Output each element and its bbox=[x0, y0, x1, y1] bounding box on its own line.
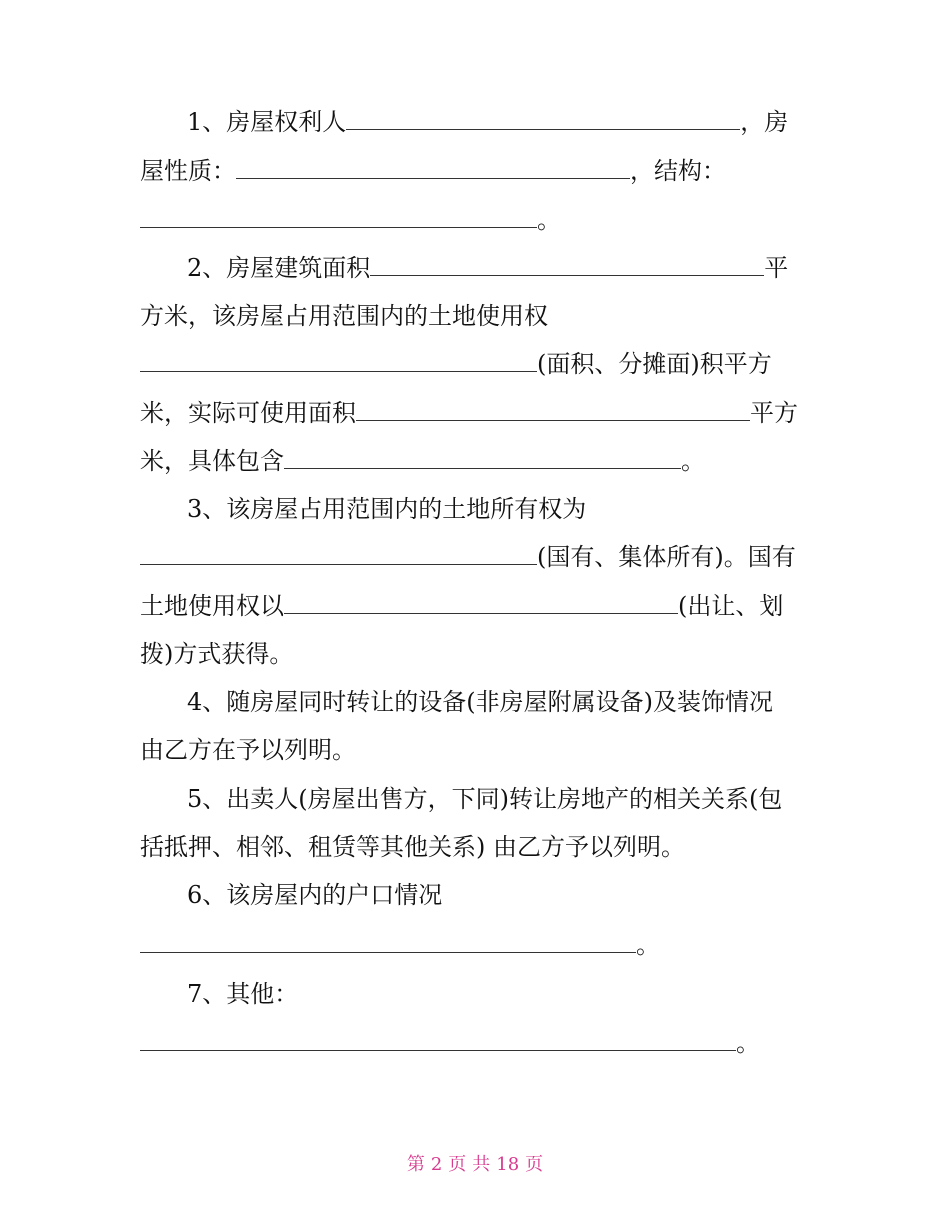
item-5-line-1 bbox=[187, 783, 782, 815]
item-7-label: 7、其他： bbox=[187, 980, 299, 1008]
item-2-label: 2、房屋建筑面积 bbox=[187, 254, 371, 282]
land-use-area-blank[interactable] bbox=[140, 349, 537, 372]
item-2-text: 方米，该房屋占用范围内的土地使用权 bbox=[140, 302, 548, 330]
item-5-label: 5、出卖人(房屋出售方，下同)转让房地产的相关关系(包 bbox=[187, 785, 783, 813]
footer-text: 第 bbox=[406, 1154, 425, 1175]
item-3-line-2 bbox=[140, 541, 796, 573]
item-1-text: ，结构： bbox=[630, 157, 726, 185]
item-2-text: 平方 bbox=[750, 399, 798, 427]
item-5-text: 括抵押、相邻、租赁等其他关系) 由乙方予以列明。 bbox=[140, 833, 685, 861]
item-1-text: 。 bbox=[537, 206, 561, 234]
item-2-line-5 bbox=[140, 445, 705, 477]
item-3-label: 3、该房屋占用范围内的土地所有权为 bbox=[187, 495, 587, 523]
item-4-text: 由乙方在予以列明。 bbox=[140, 736, 356, 764]
item-1-line-3 bbox=[140, 204, 561, 236]
usable-area-blank[interactable] bbox=[356, 398, 750, 421]
structure-blank[interactable] bbox=[140, 205, 537, 228]
item-6-text: 。 bbox=[636, 931, 660, 959]
contents-blank[interactable] bbox=[284, 446, 681, 469]
item-3-text: (出让、划 bbox=[678, 592, 784, 620]
item-1-text: ，房 bbox=[740, 108, 789, 136]
item-4-label: 4、随房屋同时转让的设备(非房屋附属设备)及装饰情况 bbox=[187, 688, 773, 716]
item-7-line-1 bbox=[187, 978, 298, 1010]
item-6-line-2 bbox=[140, 929, 660, 961]
item-2-line-1 bbox=[187, 252, 788, 284]
item-4-line-2 bbox=[140, 734, 356, 766]
building-area-blank[interactable] bbox=[370, 253, 764, 276]
item-2-text: 米，具体包含 bbox=[140, 447, 284, 475]
page-footer bbox=[0, 1150, 950, 1176]
item-1-label: 1、房屋权利人 bbox=[187, 108, 347, 136]
land-ownership-blank[interactable] bbox=[140, 542, 537, 565]
item-1-line-2 bbox=[140, 155, 726, 187]
item-1-text: 屋性质： bbox=[140, 157, 236, 185]
item-5-line-2 bbox=[140, 831, 685, 863]
item-2-line-2 bbox=[140, 300, 548, 332]
item-3-line-1 bbox=[187, 493, 586, 525]
item-2-line-3 bbox=[140, 348, 772, 380]
item-7-line-2 bbox=[140, 1027, 760, 1059]
footer-text: 页 bbox=[525, 1154, 544, 1175]
property-type-blank[interactable] bbox=[236, 156, 630, 179]
item-4-line-1 bbox=[187, 686, 773, 718]
owner-blank[interactable] bbox=[346, 107, 740, 130]
item-7-text: 。 bbox=[736, 1029, 760, 1057]
item-3-text: 拨)方式获得。 bbox=[140, 640, 294, 668]
footer-text: 共 bbox=[472, 1154, 491, 1175]
item-3-text: (国有、集体所有)。国有 bbox=[537, 543, 796, 571]
item-2-line-4 bbox=[140, 397, 798, 429]
other-blank[interactable] bbox=[140, 1028, 736, 1051]
item-6-label: 6、该房屋内的户口情况 bbox=[187, 881, 443, 909]
acquisition-method-blank[interactable] bbox=[284, 591, 678, 614]
household-blank[interactable] bbox=[140, 930, 636, 953]
item-2-text: (面积、分摊面)积平方 bbox=[537, 350, 772, 378]
item-2-text: 米，实际可使用面积 bbox=[140, 399, 356, 427]
item-1-line-1 bbox=[187, 106, 788, 138]
footer-text: 页 bbox=[448, 1154, 467, 1175]
item-3-line-4 bbox=[140, 638, 293, 670]
item-2-text: 平 bbox=[764, 254, 789, 282]
item-3-line-3 bbox=[140, 590, 783, 622]
item-3-text: 土地使用权以 bbox=[140, 592, 284, 620]
current-page-number: 2 bbox=[430, 1154, 443, 1175]
item-6-line-1 bbox=[187, 879, 442, 911]
item-2-text: 。 bbox=[681, 447, 705, 475]
total-page-number: 18 bbox=[496, 1154, 520, 1175]
